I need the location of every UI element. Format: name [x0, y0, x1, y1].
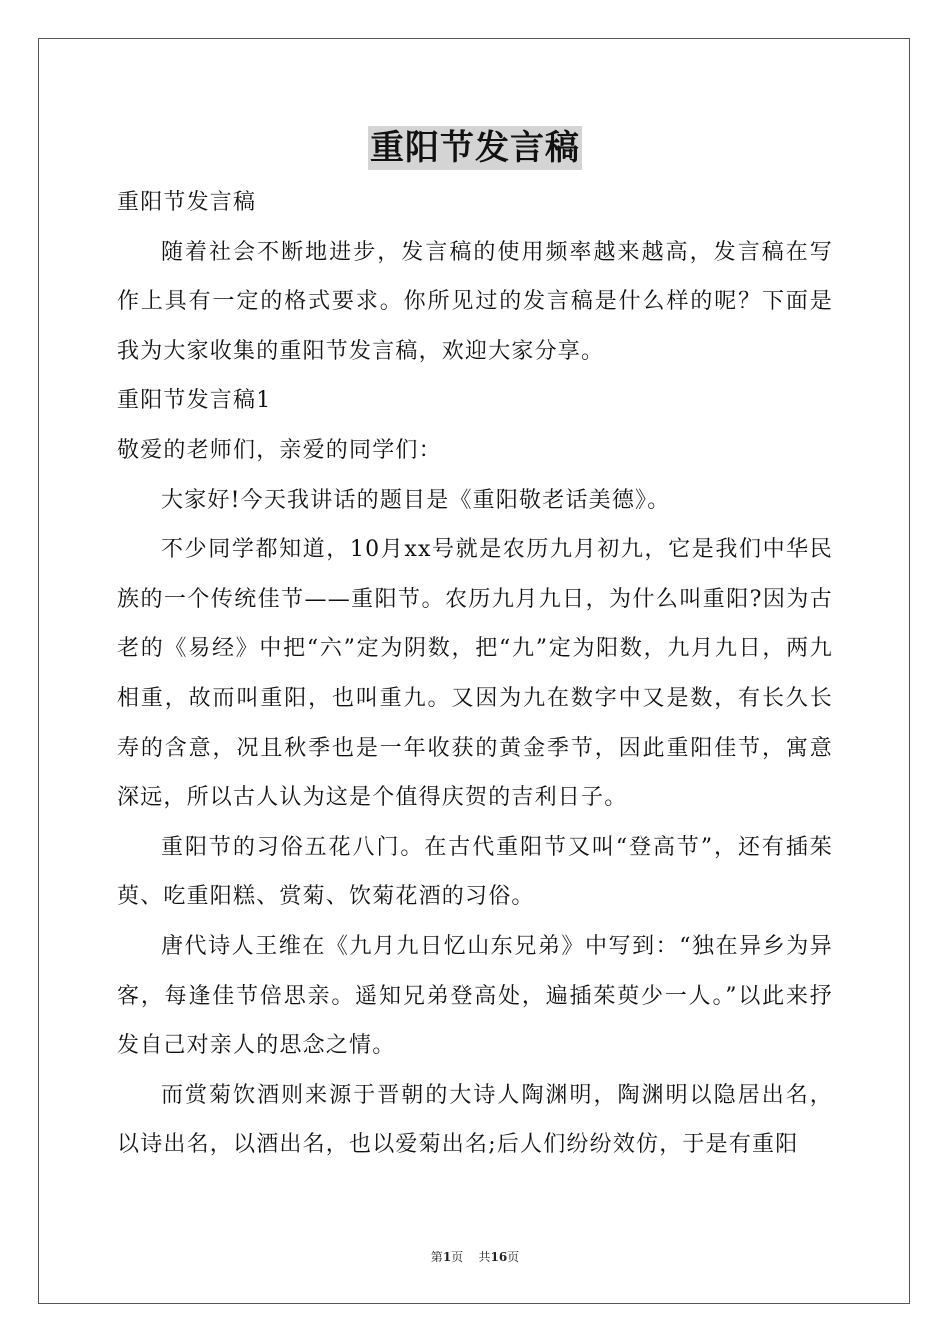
footer-total-pages: 16 — [490, 1250, 508, 1264]
footer-total-prefix: 共 — [478, 1250, 491, 1264]
paragraph-6: 重阳节的习俗五花八门。在古代重阳节又叫“登高节”，还有插茱萸、吃重阳糕、赏菊、饮菊花酒的习俗。 — [117, 834, 833, 910]
title-container — [0, 126, 950, 170]
footer-total-suffix: 页 — [507, 1250, 520, 1264]
paragraph-3: 敬爱的老师们，亲爱的同学们： — [117, 437, 442, 463]
paragraph-0: 重阳节发言稿 — [117, 190, 257, 215]
footer-page-number: 1 — [442, 1250, 452, 1264]
footer-page-suffix: 页 — [451, 1250, 464, 1264]
paragraph-7: 唐代诗人王维在《九月九日忆山东兄弟》中写到：“独在异乡为异客，每逢佳节倍思亲。遥知兄弟登高处，遍插茱萸少一人。”以此来抒发自己对亲人的思念之情。 — [117, 933, 833, 1059]
paragraph-5: 不少同学都知道，10月xx号就是农历九月初九，它是我们中华民族的一个传统佳节——重阳节。农历九月九日，为什么叫重阳?因为古老的《易经》中把“六”定为阴数，把“九”定为阳数，九月九日，两九相重，故而叫重阳，也叫重九。又因为九在数字中又是数，有长久长寿的含意，况且秋季也是一年收获的黄金季节，因此重阳佳节，寓意深远，所以古人认为这是个值得庆贺的吉利日子。 — [117, 537, 833, 811]
footer-page-prefix: 第 — [430, 1250, 443, 1264]
paragraph-2: 重阳节发言稿1 — [117, 388, 272, 414]
document-title: 重阳节发言稿 — [370, 128, 580, 168]
paragraph-1: 随着社会不断地进步，发言稿的使用频率越来越高，发言稿在写作上具有一定的格式要求。你所见过的发言稿是什么样的呢？下面是我为大家收集的重阳节发言稿，欢迎大家分享。 — [117, 239, 833, 364]
page-footer — [0, 1249, 950, 1265]
paragraph-4: 大家好!今天我讲话的题目是《重阳敬老话美德》。 — [161, 487, 671, 513]
paragraph-8: 而赏菊饮酒则来源于晋朝的大诗人陶渊明，陶渊明以隐居出名，以诗出名，以酒出名，也以爱菊出名;后人们纷纷效仿，于是有重阳 — [117, 1082, 833, 1158]
document-body — [117, 178, 833, 1170]
